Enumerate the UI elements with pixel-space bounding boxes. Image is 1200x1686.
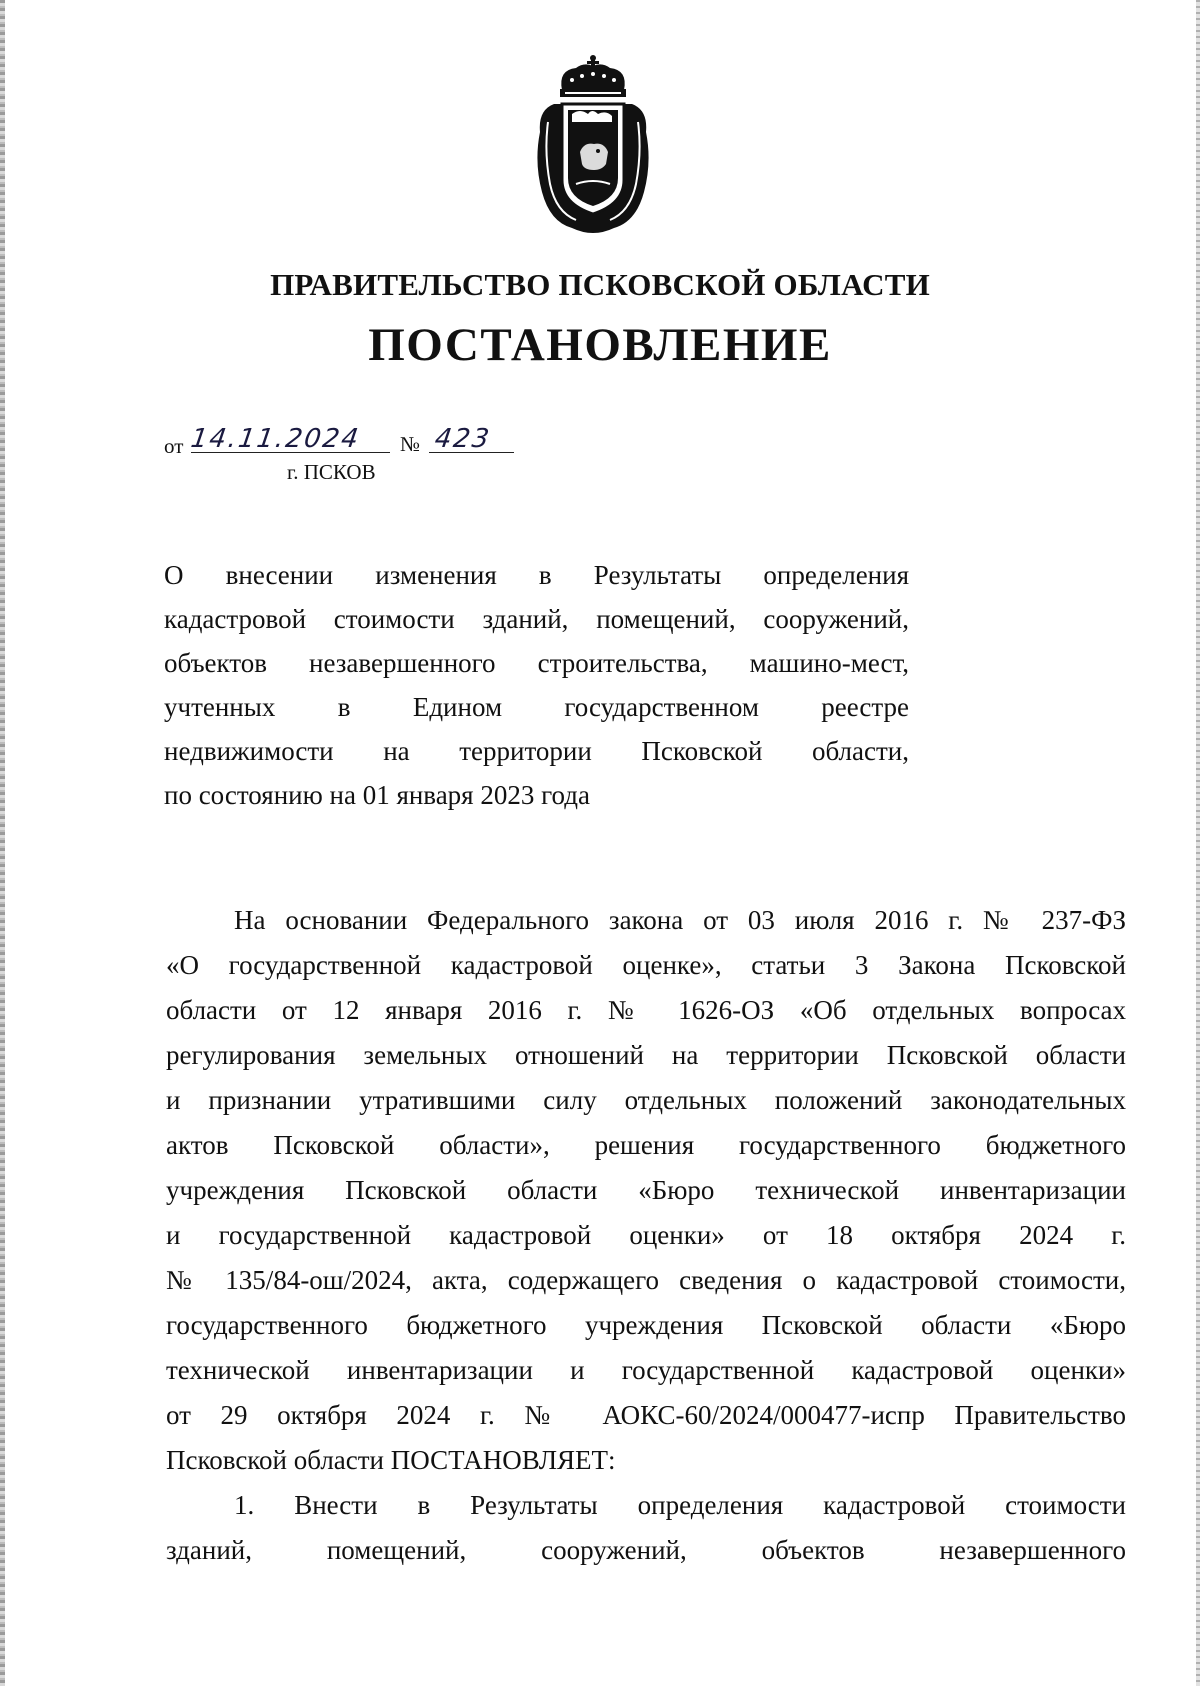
scan-edge-left bbox=[0, 0, 5, 1686]
preamble-line: регулирования земельных отношений на территории Псковской области bbox=[166, 1040, 1126, 1070]
subject-line: объектов незавершенного строительства, машино-мест, bbox=[164, 648, 909, 678]
number-label: № bbox=[400, 432, 421, 456]
subject-line: кадастровой стоимости зданий, помещений, сооружений, bbox=[164, 604, 909, 634]
preamble-line: «О государственной кадастровой оценке», статьи 3 Закона Псковской bbox=[166, 950, 1126, 980]
date-handwritten: 14.11.2024 bbox=[188, 424, 362, 454]
government-title: ПРАВИТЕЛЬСТВО ПСКОВСКОЙ ОБЛАСТИ bbox=[270, 267, 930, 302]
preamble-line: На основании Федерального закона от 03 июля 2016 г. № 237-ФЗ bbox=[234, 905, 1126, 935]
number-field bbox=[429, 424, 514, 453]
scan-edge-right bbox=[1196, 0, 1200, 1686]
preamble-line: Псковской области ПОСТАНОВЛЯЕТ: bbox=[166, 1445, 616, 1475]
preamble-line: от 29 октября 2024 г. № АОКС-60/2024/000477-испр Правительство bbox=[166, 1400, 1126, 1430]
preamble-line: актов Псковской области», решения государственного бюджетного bbox=[166, 1130, 1126, 1160]
preamble-line: государственного бюджетного учреждения Псковской области «Бюро bbox=[166, 1310, 1126, 1340]
clause-line: 1. Внести в Результаты определения кадастровой стоимости bbox=[234, 1490, 1126, 1520]
subject-line: О внесении изменения в Результаты определения bbox=[164, 560, 909, 590]
preamble-line: технической инвентаризации и государственной кадастровой оценки» bbox=[166, 1355, 1126, 1385]
document-body bbox=[166, 898, 1126, 1573]
coat-of-arms-icon bbox=[532, 52, 654, 240]
clause-line: зданий, помещений, сооружений, объектов незавершенного bbox=[166, 1535, 1126, 1565]
preamble-line: и признании утратившими силу отдельных положений законодательных bbox=[166, 1085, 1126, 1115]
city-label: г. ПСКОВ bbox=[287, 460, 376, 484]
preamble-line: № 135/84-ош/2024, акта, содержащего сведения о кадастровой стоимости, bbox=[166, 1265, 1126, 1295]
number-handwritten: 423 bbox=[432, 424, 493, 454]
subject-line: по состоянию на 01 января 2023 года bbox=[164, 780, 590, 810]
date-field bbox=[188, 424, 390, 454]
document-type-title: ПОСТАНОВЛЕНИЕ bbox=[368, 319, 832, 371]
date-label: от bbox=[164, 434, 184, 458]
subject-line: недвижимости на территории Псковской области, bbox=[164, 736, 909, 766]
document-subject bbox=[164, 553, 909, 817]
subject-line: учтенных в Едином государственном реестре bbox=[164, 692, 909, 722]
preamble-line: учреждения Псковской области «Бюро технической инвентаризации bbox=[166, 1175, 1126, 1205]
preamble-line: области от 12 января 2016 г. № 1626-ОЗ «Об отдельных вопросах bbox=[166, 995, 1126, 1025]
preamble-line: и государственной кадастровой оценки» от 18 октября 2024 г. bbox=[166, 1220, 1126, 1250]
